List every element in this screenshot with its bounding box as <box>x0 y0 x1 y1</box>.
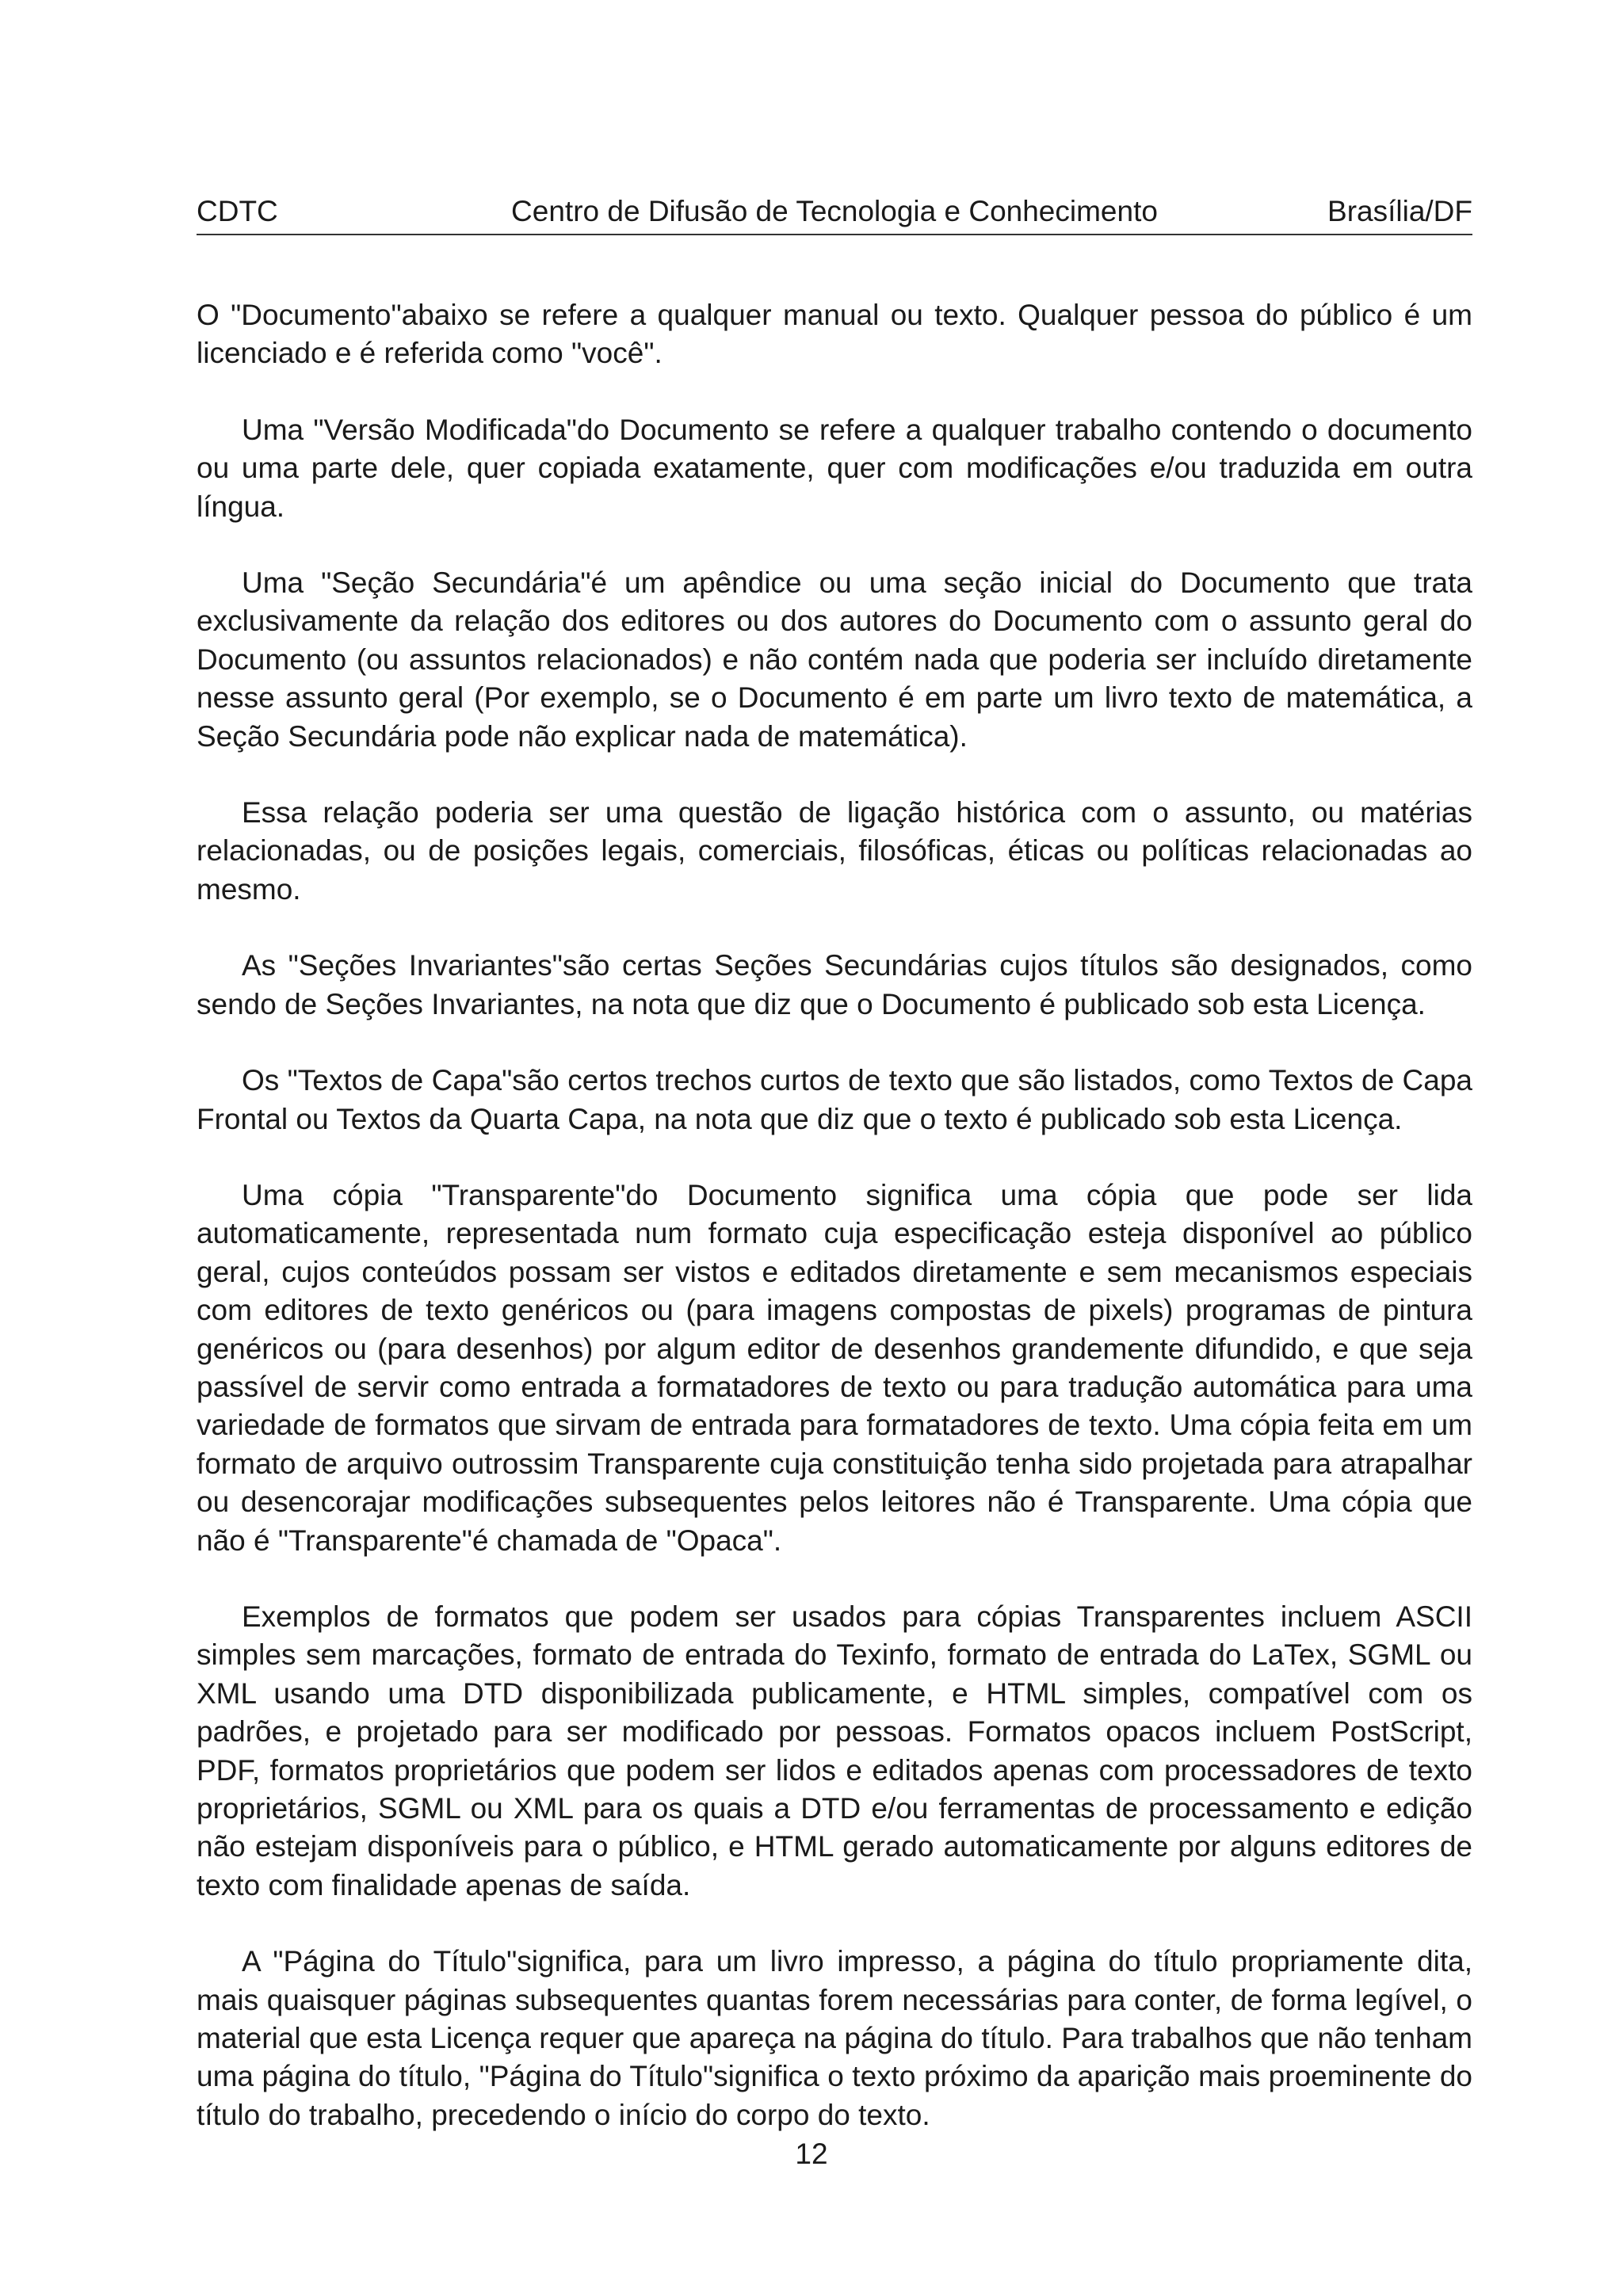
paragraph-relacao: Essa relação poderia ser uma questão de ligação histórica com o assunto, ou matérias relacionadas, ou de posições legais, comerciais, filosóficas, éticas ou políticas relacionadas ao mesmo. <box>197 796 1472 906</box>
paragraph-exemplos-formatos: Exemplos de formatos que podem ser usados para cópias Transparentes incluem ASCII simples sem marcações, formato de entrada do Texinfo, formato de entrada do LaTex, SGML ou XML usando uma DTD disponibilizada publicamente, e HTML simples, compatível com os padrões, e projetado para ser modificado por pessoas. Formatos opacos incluem PostScript, PDF, formatos proprietários que podem ser lidos e editados apenas com processadores de texto proprietários, SGML ou XML para os quais a DTD e/ou ferramentas de processamento e edição não estejam disponíveis para o público, e HTML gerado automaticamente por alguns editores de texto com finalidade apenas de saída. <box>197 1600 1472 1901</box>
page-number: 12 <box>795 2138 828 2170</box>
page-header <box>197 193 1472 235</box>
paragraph-secao-secundaria: Uma "Seção Secundária"é um apêndice ou uma seção inicial do Documento que trata exclusivamente da relação dos editores ou dos autores do Documento com o assunto geral do Documento (ou assuntos relacionados) e não contém nada que poderia ser incluído diretamente nesse assunto geral (Por exemplo, se o Documento é em parte um livro texto de matemática, a Seção Secundária pode não explicar nada de matemática). <box>197 566 1472 753</box>
document-body <box>197 296 1472 2172</box>
paragraph-pagina-do-titulo: A "Página do Título"significa, para um livro impresso, a página do título propriamente dita, mais quaisquer páginas subsequentes quantas forem necessárias para conter, de forma legível, o material que esta Licença requer que apareça na página do título. Para trabalhos que não tenham uma página do título, "Página do Título"significa o texto próximo da aparição mais proeminente do título do trabalho, precedendo o início do corpo do texto. <box>197 1945 1472 2131</box>
header-location: Brasília/DF <box>1327 195 1472 227</box>
paragraph-versao-modificada: Uma "Versão Modificada"do Documento se refere a qualquer trabalho contendo o documento ou uma parte dele, quer copiada exatamente, quer com modificações e/ou traduzida em outra língua. <box>197 413 1472 523</box>
header-title: Centro de Difusão de Tecnologia e Conhecimento <box>511 195 1158 227</box>
header-left-text: CDTC <box>197 195 278 227</box>
paragraph-textos-de-capa: Os "Textos de Capa"são certos trechos curtos de texto que são listados, como Textos de Capa Frontal ou Textos da Quarta Capa, na nota que diz que o texto é publicado sob esta Licença. <box>197 1064 1472 1135</box>
paragraph-documento: O "Documento"abaixo se refere a qualquer manual ou texto. Qualquer pessoa do público é um licenciado e é referida como "você". <box>197 299 1472 370</box>
paragraph-secoes-invariantes: As "Seções Invariantes"são certas Seções Secundárias cujos títulos são designados, como sendo de Seções Invariantes, na nota que diz que o Documento é publicado sob esta Licença. <box>197 949 1472 1020</box>
paragraph-copia-transparente: Uma cópia "Transparente"do Documento significa uma cópia que pode ser lida automaticamente, representada num formato cuja especificação esteja disponível ao público geral, cujos conteúdos possam ser vistos e editados diretamente e sem mecanismos especiais com editores de texto genéricos ou (para imagens compostas de pixels) programas de pintura genéricos ou (para desenhos) por algum editor de desenhos grandemente difundido, e que seja passível de servir como entrada a formatadores de texto ou para tradução automática para uma variedade de formatos que sirvam de entrada para formatadores de texto. Uma cópia feita em um formato de arquivo outrossim Transparente cuja constituição tenha sido projetada para atrapalhar ou desencorajar modificações subsequentes pelos leitores não é Transparente. Uma cópia que não é "Transparente"é chamada de "Opaca". <box>197 1178 1472 1557</box>
